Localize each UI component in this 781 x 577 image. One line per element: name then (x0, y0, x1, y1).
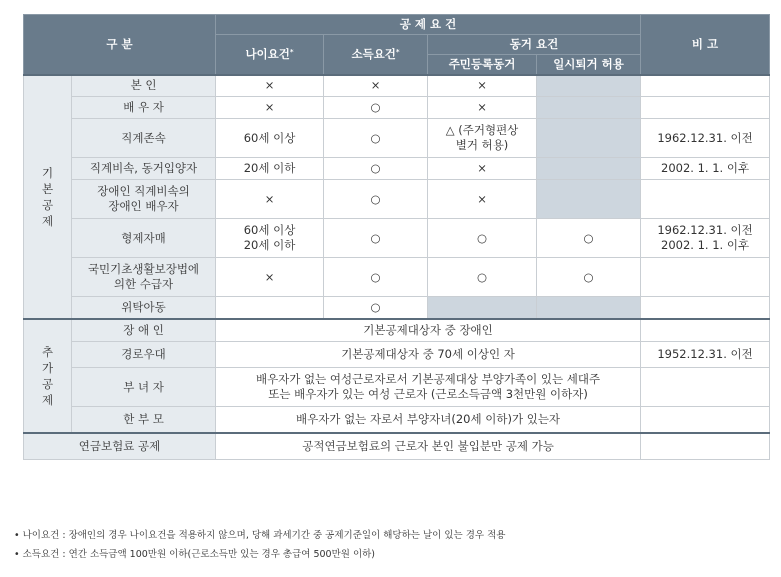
table-row (24, 97, 770, 119)
table-row (24, 407, 770, 433)
desc-cell: 기본공제대상자 중 70세 이상인 자 (216, 342, 641, 368)
desc-cell: 배우자가 없는 여성근로자로서 기본공제대상 부양가족이 있는 세대주 또는 배우자가 있는 여성 근로자 (근로소득금액 3천만원 이하자) (216, 368, 641, 407)
header-cohab: 동거 요건 (428, 35, 641, 55)
table-row (24, 342, 770, 368)
header-gubun: 구 분 (24, 15, 216, 75)
remark-cell (641, 368, 770, 407)
resident-cell: ○ (428, 258, 537, 297)
header-requirements: 공 제 요 건 (216, 15, 641, 35)
table-row (24, 368, 770, 407)
table-row (24, 158, 770, 180)
header-income: 소득요건* (324, 35, 428, 75)
group-extra-label: 추 가 공 제 (24, 319, 72, 433)
resident-cell: × (428, 180, 537, 219)
income-cell: ○ (324, 219, 428, 258)
table-row (24, 119, 770, 158)
age-cell (216, 297, 324, 319)
desc-cell: 배우자가 없는 자로서 부양자녀(20세 이하)가 있는자 (216, 407, 641, 433)
table-row (24, 75, 770, 97)
remark-cell (641, 97, 770, 119)
temp-away-cell (537, 180, 641, 219)
remark-cell (641, 319, 770, 342)
age-cell: 60세 이상 (216, 119, 324, 158)
pension-row (24, 433, 770, 460)
deduction-table (23, 14, 770, 460)
header-resident: 주민등록동거 (428, 55, 537, 75)
pension-desc: 공적연금보험료의 근로자 본인 불입분만 공제 가능 (216, 433, 641, 460)
age-cell: × (216, 180, 324, 219)
resident-cell (428, 297, 537, 319)
header-age: 나이요건* (216, 35, 324, 75)
income-cell: ○ (324, 258, 428, 297)
temp-away-cell (537, 158, 641, 180)
remark-cell (641, 297, 770, 319)
row-label: 장애인 직계비속의 장애인 배우자 (72, 180, 216, 219)
group-basic-label: 기 본 공 제 (24, 75, 72, 319)
age-cell: × (216, 258, 324, 297)
age-cell: × (216, 75, 324, 97)
remark-cell (641, 75, 770, 97)
pension-label: 연금보험료 공제 (24, 433, 216, 460)
row-label: 배 우 자 (72, 97, 216, 119)
temp-away-cell (537, 97, 641, 119)
row-label: 본 인 (72, 75, 216, 97)
header-temp-away: 일시퇴거 허용 (537, 55, 641, 75)
row-label: 직계존속 (72, 119, 216, 158)
income-cell: ○ (324, 119, 428, 158)
income-cell: ○ (324, 158, 428, 180)
resident-cell: × (428, 158, 537, 180)
footnote-income: • 소득요건 : 연간 소득금액 100만원 이하(근로소득만 있는 경우 총급여 500만원 이하) (14, 549, 376, 560)
remark-cell: 1962.12.31. 이전 2002. 1. 1. 이후 (641, 219, 770, 258)
remark-cell: 2002. 1. 1. 이후 (641, 158, 770, 180)
footnotes (14, 526, 505, 564)
remark-cell (641, 180, 770, 219)
temp-away-cell: ○ (537, 219, 641, 258)
age-cell: 20세 이하 (216, 158, 324, 180)
age-cell: × (216, 97, 324, 119)
income-cell: ○ (324, 297, 428, 319)
remark-cell (641, 258, 770, 297)
resident-cell: △ (주거형편상 별거 허용) (428, 119, 537, 158)
row-label: 경로우대 (72, 342, 216, 368)
table-row (24, 180, 770, 219)
income-cell: ○ (324, 97, 428, 119)
desc-cell: 기본공제대상자 중 장애인 (216, 319, 641, 342)
temp-away-cell: ○ (537, 258, 641, 297)
resident-cell: ○ (428, 219, 537, 258)
temp-away-cell (537, 75, 641, 97)
footnote-age: • 나이요건 : 장애인의 경우 나이요건을 적용하지 않으며, 당해 과세기간 중 공제기준일이 해당하는 날이 있는 경우 적용 (14, 530, 506, 541)
row-label: 국민기초생활보장법에 의한 수급자 (72, 258, 216, 297)
row-label: 형제자매 (72, 219, 216, 258)
pension-remark (641, 433, 770, 460)
table-row (24, 258, 770, 297)
remark-cell: 1952.12.31. 이전 (641, 342, 770, 368)
income-cell: × (324, 75, 428, 97)
row-label: 한 부 모 (72, 407, 216, 433)
resident-cell: × (428, 97, 537, 119)
resident-cell: × (428, 75, 537, 97)
row-label: 직계비속, 동거입양자 (72, 158, 216, 180)
income-cell: ○ (324, 180, 428, 219)
remark-cell: 1962.12.31. 이전 (641, 119, 770, 158)
temp-away-cell (537, 119, 641, 158)
age-cell: 60세 이상 20세 이하 (216, 219, 324, 258)
row-label: 장 애 인 (72, 319, 216, 342)
header-remark: 비 고 (641, 15, 770, 75)
row-label: 부 녀 자 (72, 368, 216, 407)
row-label: 위탁아동 (72, 297, 216, 319)
table-row (24, 219, 770, 258)
temp-away-cell (537, 297, 641, 319)
table-row (24, 319, 770, 342)
table-row (24, 297, 770, 319)
remark-cell (641, 407, 770, 433)
